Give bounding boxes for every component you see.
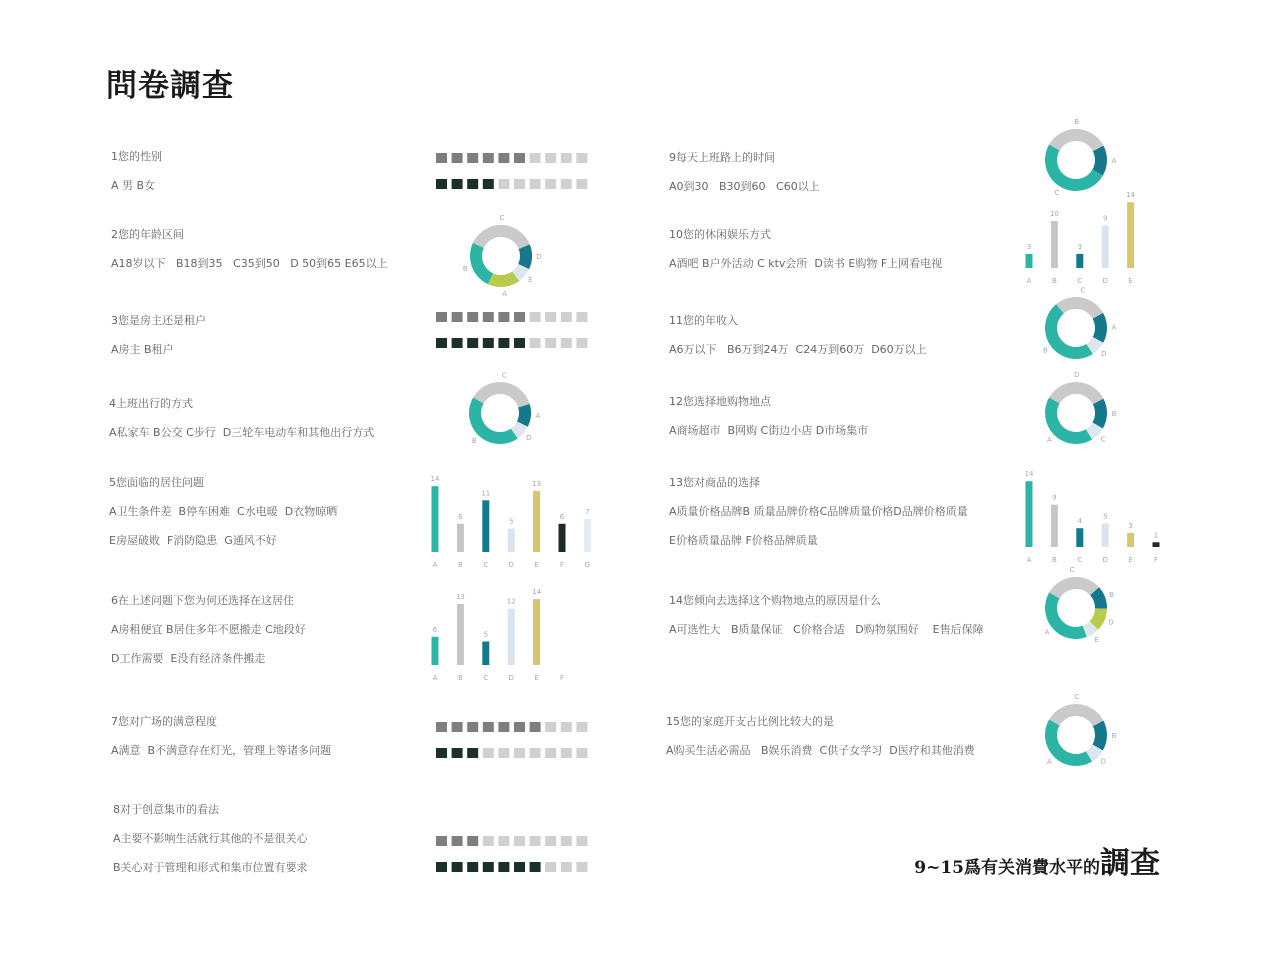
question-title: 12您选择地购物地点	[669, 395, 771, 408]
bar-category-label: A	[432, 674, 438, 682]
bar-value-label: 13	[455, 592, 465, 601]
bar-value-label: 9	[1102, 214, 1108, 223]
footer-caption-emphasis: 調查	[1100, 846, 1160, 881]
unit-square-filled	[452, 748, 463, 758]
unit-square-empty	[576, 862, 587, 872]
bar-d	[1102, 226, 1109, 268]
bar-value-label: 14	[430, 475, 440, 484]
bar-b	[1051, 221, 1058, 268]
bar-value-label: 1	[1153, 531, 1159, 540]
donut-segment-b	[1049, 129, 1103, 151]
question-options: A酒吧 B户外活动 C ktv会所 D读书 E购物 F上网看电视	[669, 257, 943, 270]
question-title: 6在上述问题下您为何还选择在这居住	[111, 594, 294, 607]
bar-category-label: B	[457, 561, 463, 569]
question-title: 10您的休闲娱乐方式	[669, 228, 771, 241]
bar-value-label: 7	[585, 508, 590, 517]
unit-square-empty	[561, 312, 572, 322]
unit-square-filled	[514, 312, 525, 322]
unit-square-filled	[467, 153, 478, 163]
footer-caption-lead: 9~15爲有关消費水平的	[914, 858, 1100, 878]
question-options: A6万以下 B6万到24万 C24万到60万 D60万以上	[669, 343, 927, 356]
unit-square-empty	[576, 748, 587, 758]
donut-label-b: B	[1109, 590, 1115, 599]
unit-square-filled	[498, 338, 509, 348]
question-title: 2您的年龄区间	[111, 228, 184, 241]
bar-a	[1026, 254, 1033, 268]
bar-value-label: 5	[508, 517, 514, 526]
unit-square-empty	[576, 338, 587, 348]
donut-label-a: A	[1047, 436, 1052, 445]
unit-square-filled	[436, 179, 447, 189]
bar-c	[482, 500, 489, 552]
unit-square-empty	[576, 836, 587, 846]
unit-square-empty	[498, 748, 509, 758]
unit-square-filled	[483, 862, 494, 872]
bar-e	[533, 491, 540, 552]
unit-square-filled	[530, 722, 541, 732]
question-options: A18岁以下 B18到35 C35到50 D 50到65 E65以上	[111, 257, 388, 270]
unit-square-filled	[483, 179, 494, 189]
unit-square-empty	[498, 179, 509, 189]
question-options: A卫生条件差 B停车困难 C水电暖 D衣物晾晒	[109, 505, 338, 518]
bar-c	[1076, 254, 1083, 268]
unit-square-filled	[498, 312, 509, 322]
unit-square-empty	[530, 748, 541, 758]
question-options: A主要不影响生活就行其他的不是很关心	[113, 832, 308, 845]
unit-square-filled	[467, 338, 478, 348]
question-title: 11您的年收入	[669, 314, 738, 327]
bar-category-label: C	[1077, 556, 1083, 564]
q2-donut-chart	[451, 206, 551, 306]
bar-a	[1026, 481, 1033, 547]
question-options: A可选性大 B质量保证 C价格合适 D购物氛围好 E售后保障	[669, 623, 984, 636]
question-options: A房主 B租户	[111, 343, 174, 356]
question-title: 14您倾向去选择这个购物地点的原因是什么	[669, 594, 881, 607]
unit-square-filled	[483, 338, 494, 348]
unit-square-empty	[561, 338, 572, 348]
unit-square-filled	[467, 179, 478, 189]
bar-category-label: C	[1077, 277, 1083, 285]
donut-label-d: D	[1101, 349, 1107, 358]
donut-segment-b	[470, 243, 493, 284]
unit-square-filled	[452, 338, 463, 348]
question-10	[669, 228, 942, 286]
question-options: A商场超市 B网购 C街边小店 D市场集市	[669, 424, 869, 437]
donut-segment-a	[1045, 593, 1087, 640]
unit-square-filled	[498, 722, 509, 732]
donut-segment-d	[1049, 382, 1103, 404]
donut-segment-a	[1045, 398, 1092, 445]
donut-label-d: D	[536, 253, 542, 262]
donut-label-d: D	[1074, 371, 1080, 380]
unit-square-empty	[545, 722, 556, 732]
donut-label-d: D	[526, 433, 532, 442]
unit-square-empty	[576, 312, 587, 322]
unit-square-filled	[436, 836, 447, 846]
unit-square-empty	[545, 338, 556, 348]
bar-category-label: E	[1128, 556, 1133, 564]
unit-square-empty	[576, 179, 587, 189]
question-2	[111, 228, 388, 286]
bar-category-label: C	[483, 674, 489, 682]
unit-square-filled	[498, 862, 509, 872]
question-3	[111, 314, 206, 372]
unit-square-empty	[514, 179, 525, 189]
footer-caption	[914, 838, 1160, 882]
question-1	[111, 150, 162, 208]
unit-square-empty	[530, 179, 541, 189]
unit-square-empty	[576, 153, 587, 163]
question-options: E房屋破败 F消防隐患 G通风不好	[109, 534, 277, 547]
bar-category-label: F	[559, 561, 565, 569]
unit-square-empty	[483, 836, 494, 846]
bar-category-label: D	[508, 674, 514, 682]
question-options: A购买生活必需品 B娱乐消费 C供子女学习 D医疗和其他消费	[666, 744, 975, 757]
unit-square-empty	[545, 836, 556, 846]
question-9	[669, 151, 820, 209]
unit-square-empty	[545, 153, 556, 163]
q1-unit-chart	[436, 153, 596, 189]
bar-value-label: 5	[483, 630, 489, 639]
question-4	[109, 397, 374, 455]
q3-unit-chart	[436, 312, 596, 348]
unit-square-empty	[514, 748, 525, 758]
q10-bar-chart	[1019, 186, 1194, 286]
bar-b	[457, 524, 464, 552]
bar-category-label: D	[1102, 277, 1108, 285]
question-title: 8对于创意集市的看法	[113, 803, 219, 816]
page-title: 問卷調查	[106, 68, 234, 104]
bar-category-label: B	[1051, 556, 1057, 564]
bar-e	[533, 599, 540, 665]
unit-square-filled	[483, 312, 494, 322]
bar-c	[1076, 528, 1083, 547]
q14-donut-chart	[1026, 558, 1126, 658]
unit-square-filled	[452, 179, 463, 189]
question-8	[113, 803, 308, 890]
q12-donut-chart	[1026, 363, 1126, 463]
question-options: E价格质量品牌 F价格品牌质量	[669, 534, 818, 547]
question-title: 15您的家庭开支占比例比较大的是	[666, 715, 834, 728]
unit-square-filled	[452, 153, 463, 163]
donut-label-b: B	[1074, 118, 1080, 127]
unit-square-empty	[530, 836, 541, 846]
unit-square-filled	[498, 153, 509, 163]
question-12	[669, 395, 868, 453]
unit-square-empty	[530, 338, 541, 348]
bar-value-label: 14	[1126, 191, 1136, 200]
bar-g	[584, 519, 591, 552]
q5-bar-chart	[425, 470, 600, 570]
donut-label-a: A	[1044, 628, 1050, 637]
unit-square-empty	[561, 153, 572, 163]
bar-value-label: 5	[1102, 512, 1108, 521]
unit-square-empty	[561, 836, 572, 846]
donut-label-c: C	[1080, 286, 1086, 295]
bar-d	[508, 529, 515, 553]
question-5	[109, 476, 337, 563]
bar-category-label: A	[1026, 277, 1032, 285]
unit-square-filled	[436, 312, 447, 322]
question-title: 13您对商品的选择	[669, 476, 760, 489]
question-options: A满意 B不满意存在灯光，管理上等诸多问题	[111, 744, 332, 757]
question-options: A 男 B女	[111, 179, 156, 192]
unit-square-filled	[436, 748, 447, 758]
bar-value-label: 12	[506, 597, 516, 606]
bar-value-label: 6	[432, 625, 438, 634]
unit-square-filled	[530, 862, 541, 872]
bar-b	[457, 604, 464, 665]
question-options: A0到30 B30到60 C60以上	[669, 180, 820, 193]
donut-label-b: B	[1111, 731, 1117, 740]
unit-square-empty	[545, 748, 556, 758]
bar-value-label: 13	[532, 479, 542, 488]
question-11	[669, 314, 927, 372]
question-title: 9每天上班路上的时间	[669, 151, 775, 164]
bar-category-label: E	[1128, 277, 1133, 285]
question-title: 5您面临的居住问题	[109, 476, 204, 489]
bar-category-label: G	[584, 561, 591, 569]
unit-square-filled	[452, 312, 463, 322]
donut-label-c: C	[501, 371, 507, 380]
unit-square-empty	[545, 312, 556, 322]
question-6	[111, 594, 306, 681]
question-options: B关心对于管理和形式和集市位置有要求	[113, 861, 308, 874]
unit-square-filled	[452, 862, 463, 872]
bar-category-label: D	[508, 561, 514, 569]
q7-unit-chart	[436, 722, 596, 758]
bar-category-label: A	[1026, 556, 1032, 564]
donut-label-a: A	[502, 289, 508, 298]
bar-value-label: 6	[458, 512, 463, 521]
bar-category-label: B	[457, 674, 463, 682]
donut-label-a: A	[1047, 758, 1052, 767]
question-options: A质量价格品牌B 质量品牌价格C品牌质量价格D品牌价格质量	[669, 505, 968, 518]
question-options: A房租便宜 B居住多年不愿搬走 C地段好	[111, 623, 306, 636]
donut-label-d: D	[1100, 757, 1106, 766]
bar-value-label: 11	[481, 489, 491, 498]
bar-c	[482, 642, 489, 666]
question-title: 4上班出行的方式	[109, 397, 193, 410]
question-13	[669, 476, 968, 563]
unit-square-empty	[530, 312, 541, 322]
bar-category-label: E	[534, 561, 539, 569]
question-14	[669, 594, 984, 652]
unit-square-filled	[436, 722, 447, 732]
bar-a	[432, 486, 439, 552]
unit-square-filled	[514, 862, 525, 872]
question-7	[111, 715, 331, 773]
bar-f	[559, 524, 566, 552]
question-options: D工作需要 E没有经济条件搬走	[111, 652, 266, 665]
unit-square-empty	[514, 836, 525, 846]
bar-d	[508, 609, 515, 665]
donut-label-b: B	[462, 264, 468, 273]
bar-category-label: F	[559, 674, 565, 682]
donut-label-e: E	[1094, 635, 1099, 644]
unit-square-empty	[545, 179, 556, 189]
donut-label-b: B	[1111, 409, 1117, 418]
unit-square-empty	[530, 153, 541, 163]
unit-square-filled	[467, 748, 478, 758]
donut-label-c: C	[1100, 435, 1106, 444]
unit-square-filled	[514, 153, 525, 163]
unit-square-filled	[452, 836, 463, 846]
bar-f	[1153, 542, 1160, 547]
unit-square-filled	[467, 862, 478, 872]
donut-segment-b	[1045, 304, 1093, 359]
unit-square-empty	[483, 748, 494, 758]
bar-value-label: 14	[532, 588, 542, 597]
unit-square-filled	[467, 836, 478, 846]
unit-square-filled	[467, 722, 478, 732]
unit-square-empty	[561, 179, 572, 189]
unit-square-filled	[483, 722, 494, 732]
unit-square-empty	[545, 862, 556, 872]
bar-e	[1127, 202, 1134, 268]
bar-value-label: 3	[1026, 242, 1032, 251]
bar-value-label: 6	[559, 512, 565, 521]
unit-square-empty	[561, 862, 572, 872]
bar-a	[432, 637, 439, 665]
question-title: 1您的性别	[111, 150, 162, 163]
question-options: A私家车 B公交 C步行 D三轮车电动车和其他出行方式	[109, 426, 375, 439]
bar-category-label: D	[1102, 556, 1108, 564]
bar-e	[1127, 533, 1134, 547]
unit-square-filled	[467, 312, 478, 322]
bar-category-label: C	[483, 561, 489, 569]
unit-square-empty	[561, 748, 572, 758]
bar-category-label: E	[534, 674, 539, 682]
bar-value-label: 4	[1077, 517, 1083, 526]
unit-square-filled	[514, 722, 525, 732]
donut-label-c: C	[1069, 566, 1075, 575]
bar-value-label: 14	[1024, 470, 1034, 479]
unit-square-filled	[483, 153, 494, 163]
donut-label-a: A	[535, 412, 541, 421]
donut-label-a: A	[1111, 156, 1117, 165]
donut-label-c: C	[1054, 188, 1060, 197]
q13-bar-chart	[1019, 465, 1194, 565]
q8-unit-chart	[436, 836, 596, 872]
bar-value-label: 9	[1052, 493, 1057, 502]
unit-square-filled	[452, 722, 463, 732]
bar-category-label: B	[1051, 277, 1057, 285]
bar-b	[1051, 505, 1058, 547]
q4-donut-chart	[450, 363, 550, 463]
unit-square-filled	[436, 338, 447, 348]
unit-square-filled	[436, 153, 447, 163]
donut-segment-a	[1045, 720, 1092, 767]
question-title: 7您对广场的满意程度	[111, 715, 217, 728]
bar-value-label: 10	[1049, 210, 1059, 218]
bar-value-label: 3	[1128, 521, 1133, 530]
donut-label-a: A	[1111, 323, 1117, 332]
bar-value-label: 3	[1077, 242, 1083, 251]
q15-donut-chart	[1026, 685, 1126, 785]
donut-segment-c	[473, 225, 530, 249]
donut-label-b: B	[471, 436, 477, 445]
bar-d	[1102, 524, 1109, 548]
bar-category-label: F	[1153, 556, 1159, 564]
question-title: 3您是房主还是租户	[111, 314, 206, 327]
unit-square-filled	[514, 338, 525, 348]
unit-square-empty	[576, 722, 587, 732]
bar-category-label: A	[432, 561, 438, 569]
donut-segment-c	[1049, 704, 1103, 726]
donut-label-e: E	[528, 276, 533, 285]
donut-segment-c	[1056, 297, 1103, 319]
question-15	[666, 715, 975, 773]
donut-label-d: D	[1108, 618, 1114, 627]
q6-bar-chart	[425, 583, 600, 683]
donut-label-c: C	[1074, 693, 1080, 702]
unit-square-empty	[498, 836, 509, 846]
unit-square-filled	[436, 862, 447, 872]
unit-square-empty	[561, 722, 572, 732]
donut-label-b: B	[1043, 346, 1048, 355]
donut-label-c: C	[499, 214, 505, 223]
